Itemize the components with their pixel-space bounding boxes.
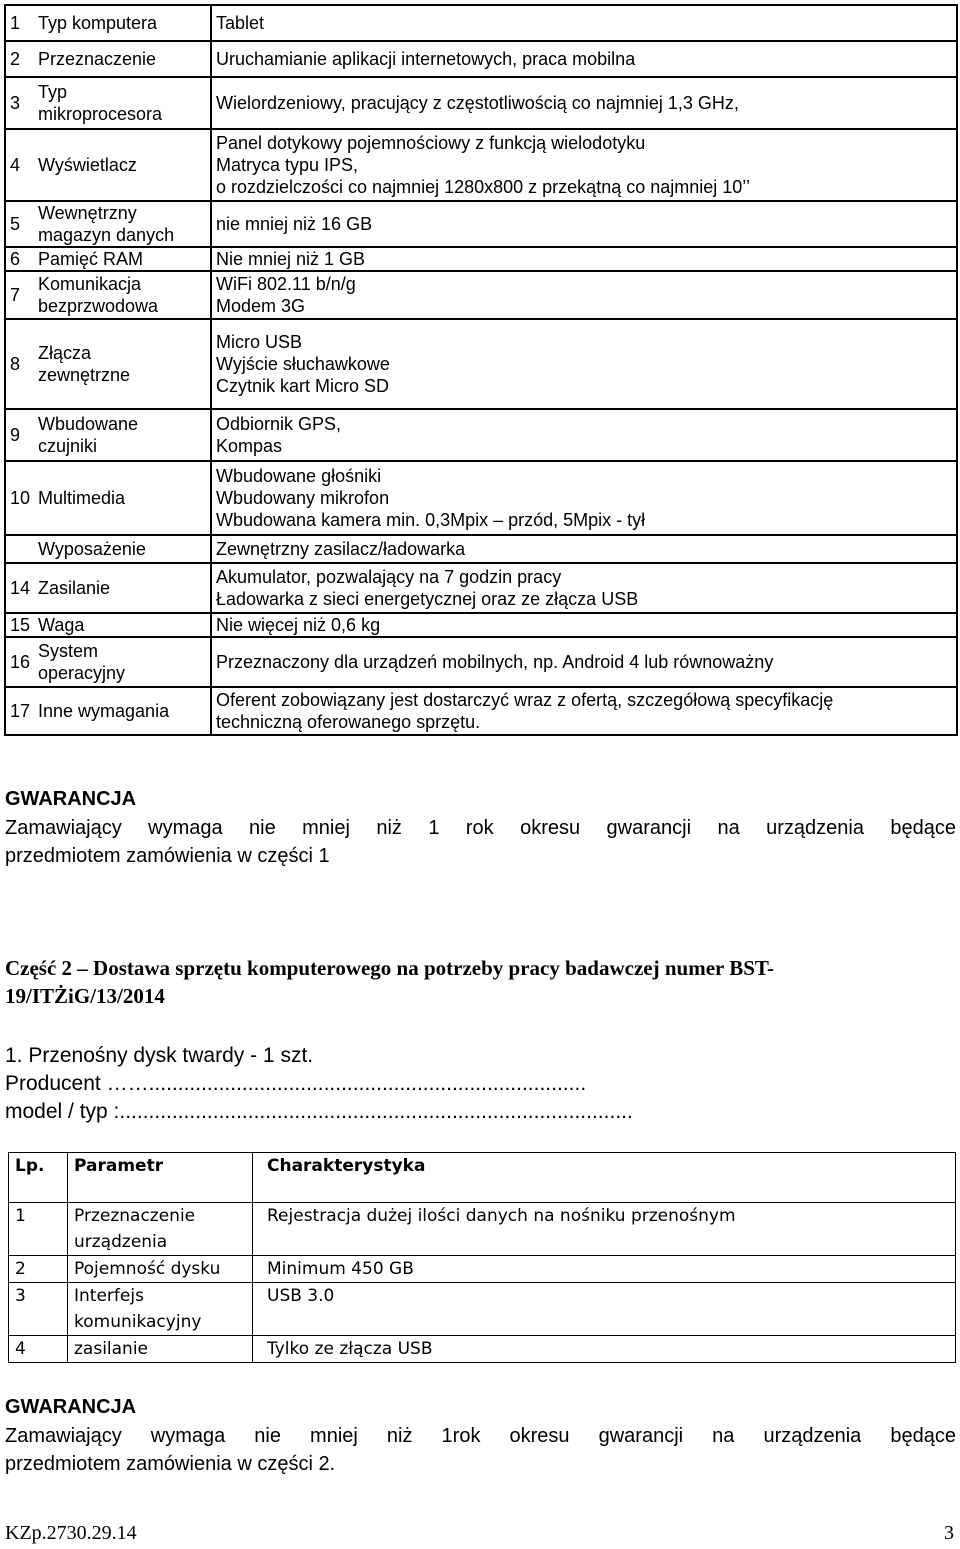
spec-table-disk <box>8 1152 956 1363</box>
row-parameter: Interfejs komunikacyjny <box>68 1283 253 1336</box>
guarantee2-text-line1: Zamawiający wymaga nie mniej niż 1rok okresu gwarancji na urządzenia będące <box>5 1425 956 1447</box>
row-label-line: Przeznaczenie <box>38 49 157 69</box>
row-value-line: Akumulator, pozwalający na 7 godzin pracy <box>216 567 562 587</box>
row-number: 2 <box>9 1256 68 1283</box>
row-label-line: Waga <box>38 615 85 635</box>
row-value-line: Uruchamianie aplikacji internetowych, praca mobilna <box>216 49 636 69</box>
guarantee2-text-line2: przedmiotem zamówienia w części 2. <box>5 1453 336 1475</box>
row-label-line: Złącza <box>38 343 92 363</box>
row-label-line: Typ komputera <box>38 13 158 33</box>
table-row <box>9 1283 956 1336</box>
row-label <box>32 563 211 613</box>
row-label <box>32 687 211 735</box>
table-row <box>5 41 957 77</box>
row-value-line: Kompas <box>216 436 283 456</box>
row-value-line: Wbudowany mikrofon <box>216 488 390 508</box>
row-value-line: Micro USB <box>216 332 303 352</box>
table-row <box>9 1256 956 1283</box>
row-label <box>32 41 211 77</box>
row-value <box>211 271 957 319</box>
producer-field: Producent ……........................................................................... <box>5 1072 587 1095</box>
table-row <box>9 1203 956 1256</box>
row-value <box>211 535 957 563</box>
row-value-line: Wielordzeniowy, pracujący z częstotliwością co najmniej 1,3 GHz, <box>216 93 739 113</box>
row-number: 16 <box>5 637 32 687</box>
row-label-line: Wbudowane <box>38 414 139 434</box>
row-characteristic: Minimum 450 GB <box>253 1256 956 1283</box>
row-value-line: Wyjście słuchawkowe <box>216 354 390 374</box>
table-row <box>5 461 957 535</box>
footer-reference: KZp.2730.29.14 <box>5 1522 137 1544</box>
row-value <box>211 201 957 247</box>
row-label-line: System <box>38 641 99 661</box>
row-label <box>32 637 211 687</box>
row-label-line: mikroprocesora <box>38 104 163 124</box>
table-row <box>5 5 957 41</box>
spec-table-tablet <box>4 4 958 736</box>
table-row <box>5 77 957 129</box>
row-value <box>211 637 957 687</box>
row-value-line: Panel dotykowy pojemnościowy z funkcją wielodotyku <box>216 133 646 153</box>
row-number: 5 <box>5 201 32 247</box>
row-number: 1 <box>9 1203 68 1256</box>
row-value <box>211 613 957 637</box>
row-label-line: magazyn danych <box>38 225 175 245</box>
row-value-line: WiFi 802.11 b/n/g <box>216 274 356 294</box>
row-number: 9 <box>5 409 32 461</box>
row-number: 6 <box>5 247 32 271</box>
row-value <box>211 319 957 409</box>
spec-table-body <box>5 5 957 735</box>
row-value <box>211 129 957 201</box>
row-value <box>211 41 957 77</box>
row-label-line: Pamięć RAM <box>38 249 144 269</box>
row-label <box>32 271 211 319</box>
row-number: 10 <box>5 461 32 535</box>
row-label-line: Inne wymagania <box>38 701 170 721</box>
row-value-line: Nie mniej niż 1 GB <box>216 249 366 269</box>
footer-page-number: 3 <box>944 1522 954 1544</box>
row-value-line: nie mniej niż 16 GB <box>216 214 373 234</box>
row-value-line: Modem 3G <box>216 296 306 316</box>
row-value-line: o rozdzielczości co najmniej 1280x800 z przekątną co najmniej 10’’ <box>216 177 750 197</box>
row-number: 4 <box>9 1336 68 1363</box>
row-value <box>211 5 957 41</box>
row-label-line: Multimedia <box>38 488 126 508</box>
table-row <box>5 201 957 247</box>
row-number: 3 <box>9 1283 68 1336</box>
row-label <box>32 247 211 271</box>
guarantee-title: GWARANCJA <box>5 788 137 810</box>
header-lp: Lp. <box>9 1153 68 1203</box>
header-parameter: Parametr <box>68 1153 253 1203</box>
part2-heading-line2: 19/ITŻiG/13/2014 <box>5 984 165 1008</box>
row-value-line: Oferent zobowiązany jest dostarczyć wraz z ofertą, szczegółową specyfikację <box>216 690 834 710</box>
row-label <box>32 129 211 201</box>
table-row <box>5 637 957 687</box>
row-number: 2 <box>5 41 32 77</box>
row-number: 17 <box>5 687 32 735</box>
table-row <box>5 247 957 271</box>
table-row <box>5 535 957 563</box>
row-value <box>211 77 957 129</box>
table-row <box>5 319 957 409</box>
row-characteristic: Rejestracja dużej ilości danych na nośniku przenośnym <box>253 1203 956 1256</box>
table-row <box>5 271 957 319</box>
table-row <box>9 1336 956 1363</box>
row-value-line: Wbudowana kamera min. 0,3Mpix – przód, 5Mpix - tył <box>216 510 646 530</box>
table-row <box>5 563 957 613</box>
row-label-line: Wyposażenie <box>38 539 146 559</box>
guarantee2-title: GWARANCJA <box>5 1396 137 1418</box>
part2-heading-line1: Część 2 – Dostawa sprzętu komputerowego na potrzeby pracy badawczej numer BST- <box>5 956 774 980</box>
row-label <box>32 613 211 637</box>
row-label <box>32 535 211 563</box>
row-value-line: Tablet <box>216 13 265 33</box>
row-label-line: Zasilanie <box>38 578 111 598</box>
row-label-line: czujniki <box>38 436 98 456</box>
row-value-line: Zewnętrzny zasilacz/ładowarka <box>216 539 466 559</box>
guarantee-text-line1: Zamawiający wymaga nie mniej niż 1 rok okresu gwarancji na urządzenia będące <box>5 817 956 839</box>
guarantee-text-line2: przedmiotem zamówienia w części 1 <box>5 845 330 867</box>
row-value <box>211 461 957 535</box>
row-number: 8 <box>5 319 32 409</box>
row-number: 1 <box>5 5 32 41</box>
row-label <box>32 5 211 41</box>
row-parameter: Przeznaczenie urządzenia <box>68 1203 253 1256</box>
row-value-line: Wbudowane głośniki <box>216 466 382 486</box>
table-row <box>5 687 957 735</box>
row-label-line: operacyjny <box>38 663 126 683</box>
row-parameter: Pojemność dysku <box>68 1256 253 1283</box>
row-value-line: Przeznaczony dla urządzeń mobilnych, np. Android 4 lub równoważny <box>216 652 774 672</box>
row-number: 3 <box>5 77 32 129</box>
row-number: 14 <box>5 563 32 613</box>
row-characteristic: Tylko ze złącza USB <box>253 1336 956 1363</box>
table-row <box>5 613 957 637</box>
row-number: 15 <box>5 613 32 637</box>
row-characteristic: USB 3.0 <box>253 1283 956 1336</box>
header-characteristic: Charakterystyka <box>253 1153 956 1203</box>
row-label-line: Wyświetlacz <box>38 155 137 175</box>
table-row <box>5 129 957 201</box>
row-value <box>211 409 957 461</box>
row-label <box>32 409 211 461</box>
table-header-row <box>9 1153 956 1203</box>
item-heading: 1. Przenośny dysk twardy - 1 szt. <box>5 1044 314 1067</box>
row-value-line: Odbiornik GPS, <box>216 414 342 434</box>
row-label-line: zewnętrzne <box>38 365 131 385</box>
row-value-line: Ładowarka z sieci energetycznej oraz ze złącza USB <box>216 589 639 609</box>
row-number: 4 <box>5 129 32 201</box>
row-value <box>211 687 957 735</box>
row-value-line: techniczną oferowanego sprzętu. <box>216 712 481 732</box>
row-label <box>32 77 211 129</box>
row-value <box>211 563 957 613</box>
row-value-line: Matryca typu IPS, <box>216 155 359 175</box>
row-label-line: Komunikacja <box>38 274 142 294</box>
row-label <box>32 461 211 535</box>
row-label <box>32 319 211 409</box>
table-row <box>5 409 957 461</box>
row-value-line: Nie więcej niż 0,6 kg <box>216 615 381 635</box>
row-number <box>5 535 32 563</box>
row-label-line: Typ <box>38 82 68 102</box>
row-label-line: Wewnętrzny <box>38 203 137 223</box>
row-value <box>211 247 957 271</box>
row-parameter: zasilanie <box>68 1336 253 1363</box>
row-label <box>32 201 211 247</box>
row-label-line: bezprzwodowa <box>38 296 159 316</box>
row-number: 7 <box>5 271 32 319</box>
model-field: model / typ :........................................................................................ <box>5 1100 633 1123</box>
row-value-line: Czytnik kart Micro SD <box>216 376 390 396</box>
